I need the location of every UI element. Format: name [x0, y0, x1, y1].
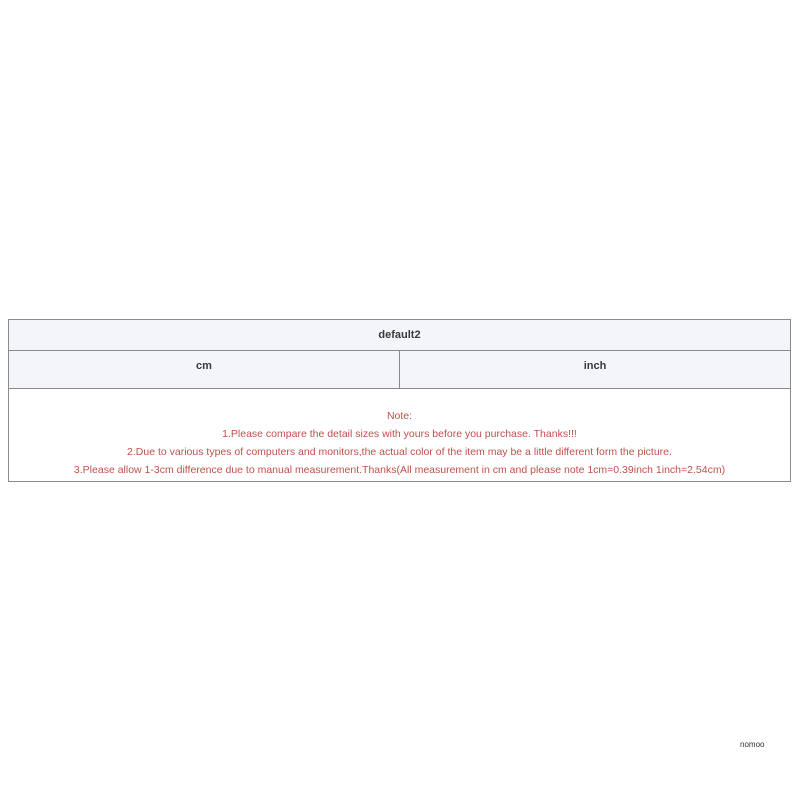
brand-watermark: nomoo	[740, 740, 765, 749]
note-line-3: 3.Please allow 1-3cm difference due to manual measurement.Thanks(All measurement in cm and please note 1cm=0.39inch 1inch=2.54cm)	[73, 464, 726, 476]
size-table-header-row	[9, 351, 790, 389]
size-table	[8, 319, 791, 482]
notes-section	[9, 389, 790, 481]
column-header-cm: cm	[196, 360, 212, 372]
size-table-title: default2	[9, 320, 790, 351]
note-line-1: 1.Please compare the detail sizes with yours before you purchase. Thanks!!!	[222, 428, 577, 440]
note-line-2: 2.Due to various types of computers and monitors,the actual color of the item may be a little different form the picture.	[127, 446, 672, 458]
column-header-inch: inch	[399, 351, 790, 388]
note-heading: Note:	[386, 410, 413, 422]
